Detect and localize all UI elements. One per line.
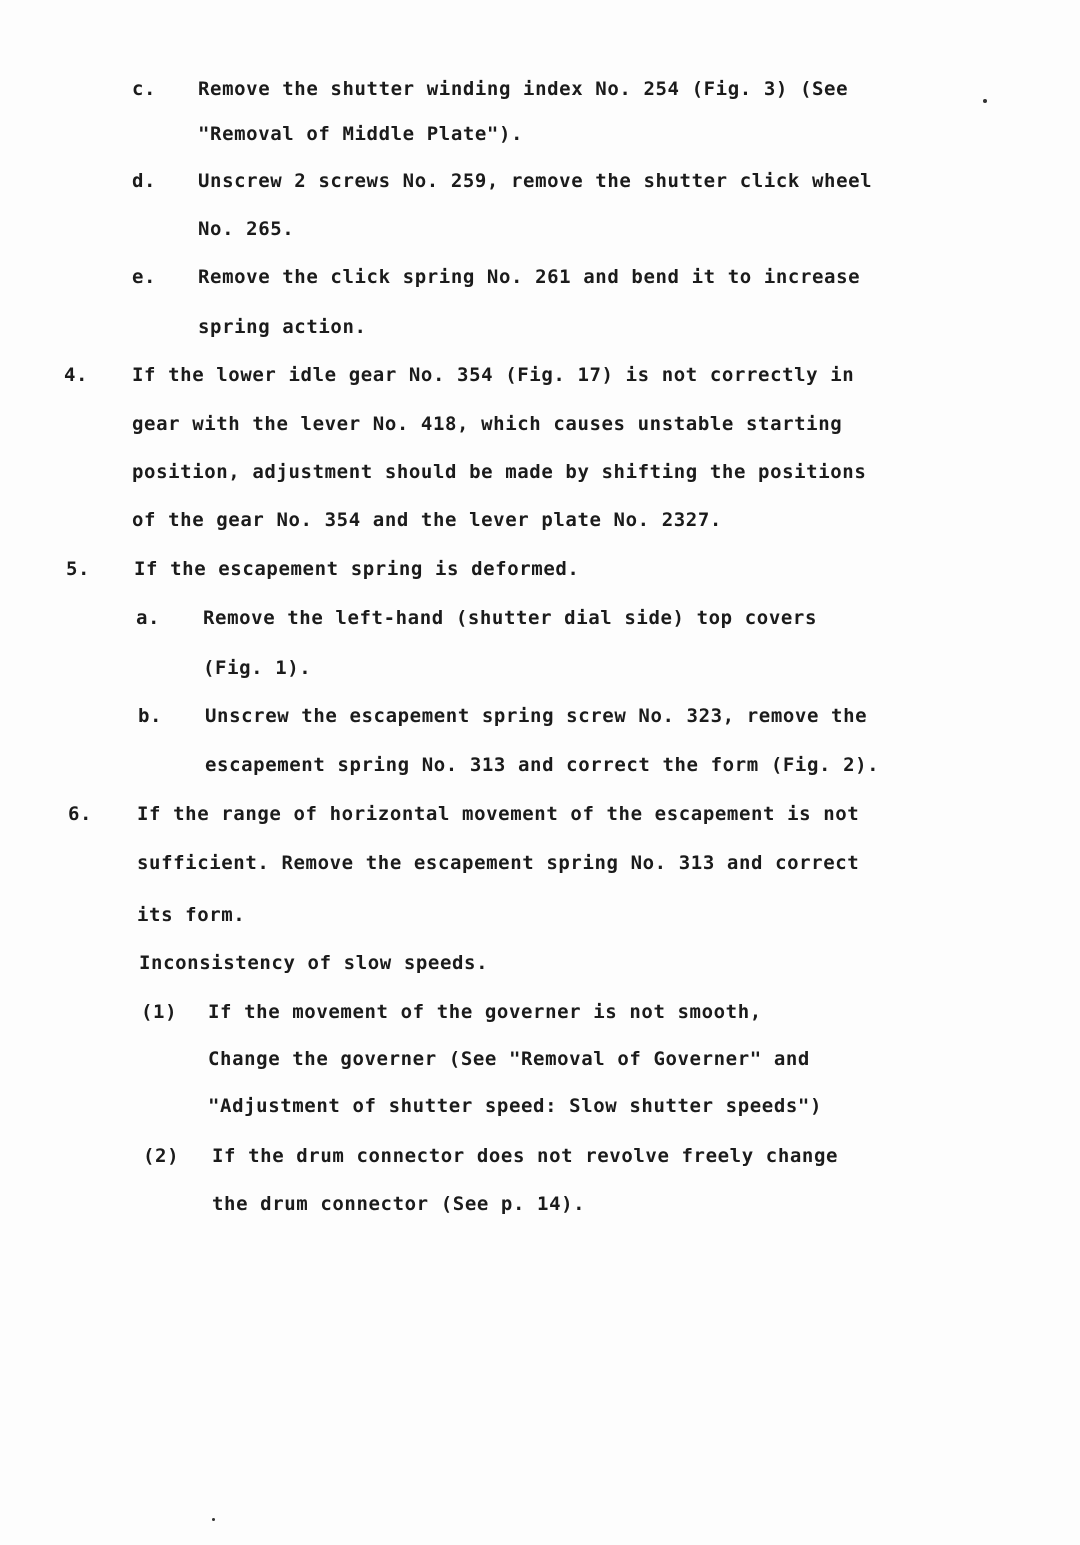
item-5-line-1: If the escapement spring is deformed. [134, 558, 580, 580]
item-c-line-2: "Removal of Middle Plate"). [198, 123, 524, 145]
item-b-line-1: Unscrew the escapement spring screw No. 323, remove the [205, 705, 868, 727]
item-4-line-2: gear with the lever No. 418, which causes unstable starting [132, 413, 843, 435]
item-d-line-2: No. 265. [198, 218, 295, 240]
item-2-paren-line-2: the drum connector (See p. 14). [212, 1193, 586, 1215]
item-1-paren-line-1: If the movement of the governer is not smooth, [208, 1001, 762, 1023]
item-a-line-1: Remove the left-hand (shutter dial side) top covers [203, 607, 817, 629]
item-6-line-1: If the range of horizontal movement of the escapement is not [137, 803, 860, 825]
item-c-line-1: Remove the shutter winding index No. 254 (Fig. 3) (See [198, 78, 849, 100]
item-marker-a: a. [136, 607, 161, 629]
item-2-paren-line-1: If the drum connector does not revolve freely change [212, 1145, 839, 1167]
item-4-line-4: of the gear No. 354 and the lever plate No. 2327. [132, 509, 722, 531]
section-heading: Inconsistency of slow speeds. [139, 952, 489, 974]
item-marker-4: 4. [64, 364, 89, 386]
item-marker-c: c. [132, 78, 157, 100]
scan-speck [212, 1518, 215, 1521]
item-4-line-3: position, adjustment should be made by shifting the positions [132, 461, 867, 483]
item-marker-1-paren: (1) [141, 1001, 178, 1023]
item-6-line-2: sufficient. Remove the escapement spring No. 313 and correct [137, 852, 860, 874]
scan-speck [983, 99, 987, 103]
item-e-line-2: spring action. [198, 316, 367, 338]
item-marker-6: 6. [68, 803, 93, 825]
item-a-line-2: (Fig. 1). [203, 657, 312, 679]
item-marker-b: b. [138, 705, 163, 727]
item-6-line-3: its form. [137, 904, 246, 926]
item-marker-2-paren: (2) [143, 1145, 180, 1167]
item-b-line-2: escapement spring No. 313 and correct the form (Fig. 2). [205, 754, 880, 776]
item-1-paren-line-2: Change the governer (See "Removal of Governer" and [208, 1048, 810, 1070]
item-marker-e: e. [132, 266, 157, 288]
item-marker-d: d. [132, 170, 157, 192]
item-marker-5: 5. [66, 558, 91, 580]
item-4-line-1: If the lower idle gear No. 354 (Fig. 17) is not correctly in [132, 364, 855, 386]
item-e-line-1: Remove the click spring No. 261 and bend it to increase [198, 266, 861, 288]
item-d-line-1: Unscrew 2 screws No. 259, remove the shutter click wheel [198, 170, 873, 192]
item-1-paren-line-3: "Adjustment of shutter speed: Slow shutter speeds") [208, 1095, 822, 1117]
